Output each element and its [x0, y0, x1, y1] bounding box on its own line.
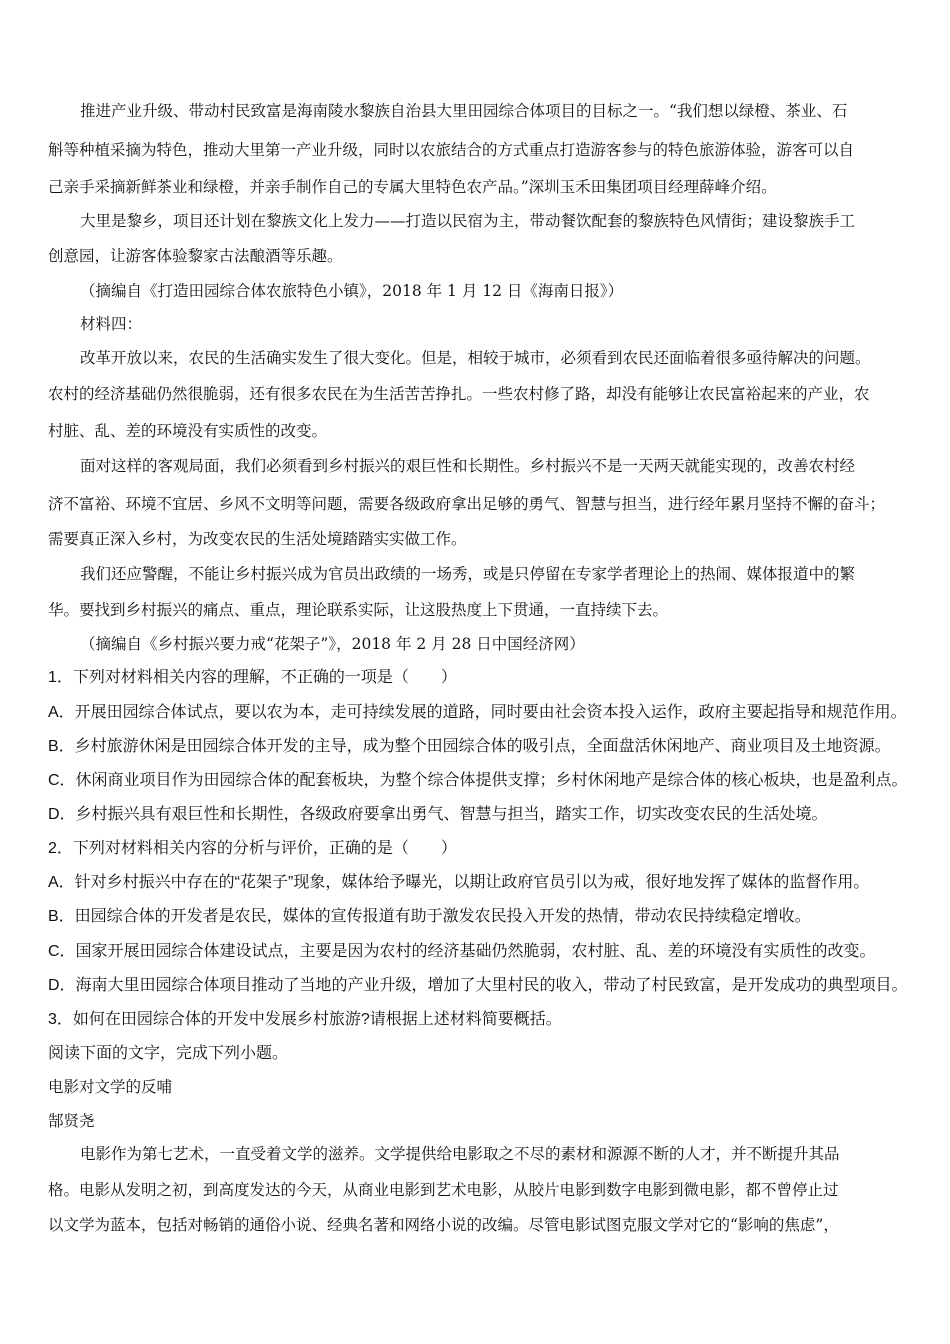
paragraph-line: 面对这样的客观局面，我们必须看到乡村振兴的艰巨性和长期性。乡村振兴不是一天两天就能实现的，改善农村经: [80, 457, 856, 475]
question-1: 1．下列对材料相关内容的理解，不正确的一项是（ ）: [48, 669, 457, 686]
option-b: B．田园综合体的开发者是农民，媒体的宣传报道有助于激发农民投入开发的热情，带动农民持续稳定增收。: [48, 908, 811, 925]
option-c: C．休闲商业项目作为田园综合体的配套板块，为整个综合体提供支撑；乡村休闲地产是综合体的核心板块，也是盈利点。: [48, 772, 908, 789]
article-title: 电影对文学的反哺: [48, 1078, 173, 1096]
paragraph-line: 己亲手采摘新鲜茶业和绿橙，并亲手制作自己的专属大里特色农产品。”深圳玉禾田集团项目经理薛峰介绍。: [48, 178, 777, 196]
material-heading: 材料四：: [80, 315, 143, 333]
option-b: B．乡村旅游休闲是田园综合体开发的主导，成为整个田园综合体的吸引点，全面盘活休闲地产、商业项目及土地资源。: [48, 738, 891, 755]
paragraph-line: 改革开放以来，农民的生活确实发生了很大变化。但是，相较于城市，必须看到农民还面临着很多亟待解决的问题。: [80, 349, 871, 367]
question-3: 3．如何在田园综合体的开发中发展乡村旅游?请根据上述材料简要概括。: [48, 1011, 562, 1028]
question-2: 2．下列对材料相关内容的分析与评价，正确的是（ ）: [48, 840, 457, 857]
paragraph-line: 大里是黎乡，项目还计划在黎族文化上发力——打造以民宿为主，带动餐饮配套的黎族特色风情街；建设黎族手工: [80, 212, 856, 230]
reading-instruction: 阅读下面的文字，完成下列小题。: [48, 1045, 289, 1062]
option-a: A．针对乡村振兴中存在的“花架子”现象，媒体给予曝光，以期让政府官员引以为戒，很好地发挥了媒体的监督作用。: [48, 874, 870, 891]
paragraph-line: 斛等种植采摘为特色，推动大里第一产业升级，同时以农旅结合的方式重点打造游客参与的特色旅游体验，游客可以自: [48, 141, 855, 159]
paragraph-line: 推进产业升级、带动村民致富是海南陵水黎族自治县大里田园综合体项目的目标之一。“我们想以绿橙、茶业、石: [80, 102, 848, 120]
option-d: D．海南大里田园综合体项目推动了当地的产业升级，增加了大里村民的收入，带动了村民致富，是开发成功的典型项目。: [48, 977, 908, 994]
paragraph-line: 创意园，让游客体验黎家古法酿酒等乐趣。: [48, 247, 343, 265]
paragraph-line: 华。要找到乡村振兴的痛点、重点，理论联系实际，让这股热度上下贯通，一直持续下去。: [48, 601, 669, 619]
paragraph-line: 格。电影从发明之初，到高度发达的今天，从商业电影到艺术电影，从胶片电影到数字电影到微电影，都不曾停止过: [48, 1181, 839, 1199]
option-a: A．开展田园综合体试点，要以农为本，走可持续发展的道路，同时要由社会资本投入运作，政府主要起指导和规范作用。: [48, 704, 907, 721]
source-citation: （摘编自《乡村振兴要力戒“花架子”》，2018 年 2 月 28 日中国经济网）: [80, 635, 585, 653]
option-c: C．国家开展田园综合体建设试点，主要是因为农村的经济基础仍然脆弱，农村脏、乱、差的环境没有实质性的改变。: [48, 943, 876, 960]
paragraph-line: 我们还应警醒，不能让乡村振兴成为官员出政绩的一场秀，或是只停留在专家学者理论上的热闹、媒体报道中的繁: [80, 565, 856, 583]
paragraph-line: 济不富裕、环境不宜居、乡风不文明等问题，需要各级政府拿出足够的勇气、智慧与担当，进行经年累月坚持不懈的奋斗；: [48, 495, 886, 513]
article-author: 郜贤尧: [48, 1112, 95, 1130]
paragraph-line: 电影作为第七艺术，一直受着文学的滋养。文学提供给电影取之不尽的素材和源源不断的人才，并不断提升其品: [80, 1145, 840, 1163]
option-d: D．乡村振兴具有艰巨性和长期性，各级政府要拿出勇气、智慧与担当，踏实工作，切实改变农民的生活处境。: [48, 806, 828, 823]
paragraph-line: 需要真正深入乡村，为改变农民的生活处境踏踏实实做工作。: [48, 530, 467, 548]
source-citation: （摘编自《打造田园综合体农旅特色小镇》，2018 年 1 月 12 日《海南日报》）: [80, 282, 624, 300]
paragraph-line: 村脏、乱、差的环境没有实质性的改变。: [48, 422, 328, 440]
paragraph-line: 农村的经济基础仍然很脆弱，还有很多农民在为生活苦苦挣扎。一些农村修了路，却没有能够让农民富裕起来的产业，农: [48, 385, 870, 403]
paragraph-line: 以文学为蓝本，包括对畅销的通俗小说、经典名著和网络小说的改编。尽管电影试图克服文学对它的“影响的焦虑”，: [48, 1216, 839, 1234]
